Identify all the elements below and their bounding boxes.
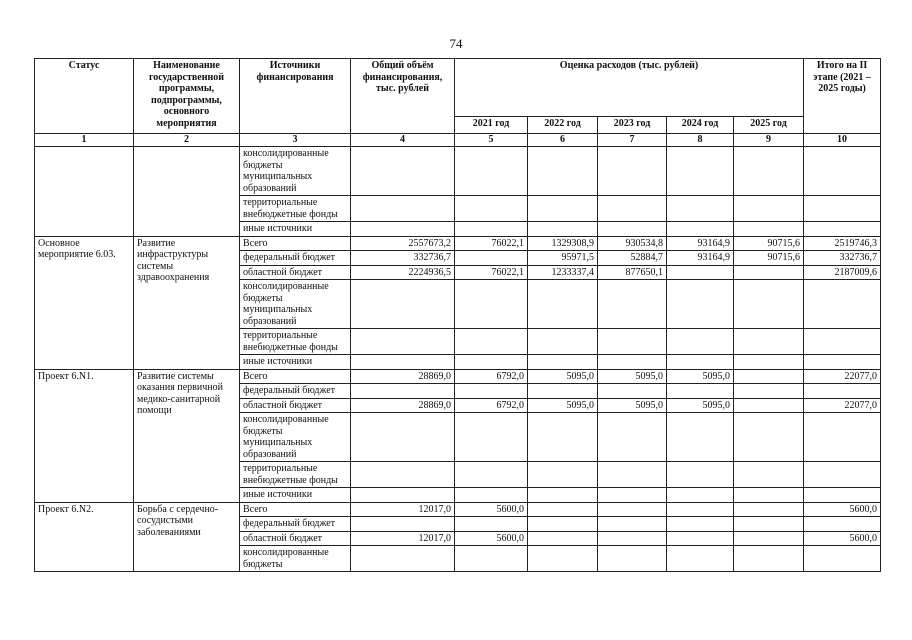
value-cell: [804, 329, 881, 355]
column-number: 3: [240, 134, 351, 147]
value-cell: 90715,6: [734, 251, 804, 266]
source-cell: иные источники: [240, 355, 351, 370]
value-cell: 5600,0: [455, 531, 528, 546]
value-cell: [351, 329, 455, 355]
source-cell: консолидированные бюджеты муниципальных образований: [240, 147, 351, 196]
source-cell: территориальные внебюджетные фонды: [240, 196, 351, 222]
value-cell: 5600,0: [455, 502, 528, 517]
value-cell: 5095,0: [598, 369, 667, 384]
header-year: 2024 год: [667, 117, 734, 134]
value-cell: [734, 329, 804, 355]
table-row: [35, 236, 881, 251]
value-cell: 5600,0: [804, 531, 881, 546]
table-row: [35, 502, 881, 517]
column-number: 2: [134, 134, 240, 147]
value-cell: 5095,0: [528, 398, 598, 413]
value-cell: [667, 355, 734, 370]
value-cell: 90715,6: [734, 236, 804, 251]
value-cell: [734, 488, 804, 503]
value-cell: [351, 147, 455, 196]
source-cell: территориальные внебюджетные фонды: [240, 329, 351, 355]
value-cell: [528, 329, 598, 355]
value-cell: [351, 413, 455, 462]
value-cell: 28869,0: [351, 398, 455, 413]
source-cell: областной бюджет: [240, 531, 351, 546]
source-cell: консолидированные бюджеты: [240, 546, 351, 572]
table-row: [35, 147, 881, 196]
value-cell: [351, 222, 455, 237]
value-cell: [804, 147, 881, 196]
value-cell: 2187009,6: [804, 265, 881, 280]
value-cell: [667, 280, 734, 329]
source-cell: консолидированные бюджеты муниципальных образований: [240, 280, 351, 329]
header-year: 2022 год: [528, 117, 598, 134]
value-cell: [351, 517, 455, 532]
value-cell: 2519746,3: [804, 236, 881, 251]
header-estimate: Оценка расходов (тыс. рублей): [455, 59, 804, 117]
value-cell: [804, 222, 881, 237]
value-cell: [598, 147, 667, 196]
value-cell: 5095,0: [598, 398, 667, 413]
header-year: 2021 год: [455, 117, 528, 134]
name-cell: Развитие инфраструктуры системы здравоохранения: [134, 236, 240, 369]
value-cell: [598, 502, 667, 517]
value-cell: [528, 222, 598, 237]
value-cell: 76022,1: [455, 236, 528, 251]
name-cell: Развитие системы оказания первичной медико-санитарной помощи: [134, 369, 240, 502]
value-cell: [734, 502, 804, 517]
value-cell: [528, 384, 598, 399]
value-cell: [804, 488, 881, 503]
value-cell: [667, 488, 734, 503]
value-cell: 22077,0: [804, 369, 881, 384]
value-cell: [804, 355, 881, 370]
header-total: Общий объём финансирования, тыс. рублей: [351, 59, 455, 134]
value-cell: [351, 355, 455, 370]
value-cell: [598, 384, 667, 399]
value-cell: 2224936,5: [351, 265, 455, 280]
value-cell: [528, 462, 598, 488]
header-year: 2023 год: [598, 117, 667, 134]
value-cell: 5600,0: [804, 502, 881, 517]
source-cell: Всего: [240, 369, 351, 384]
value-cell: 12017,0: [351, 502, 455, 517]
column-number: 4: [351, 134, 455, 147]
header-status: Статус: [35, 59, 134, 134]
value-cell: [804, 280, 881, 329]
value-cell: [528, 413, 598, 462]
value-cell: [667, 413, 734, 462]
value-cell: [455, 196, 528, 222]
status-cell: Проект 6.N2.: [35, 502, 134, 572]
page-number: 74: [449, 36, 463, 51]
value-cell: [455, 329, 528, 355]
source-cell: территориальные внебюджетные фонды: [240, 462, 351, 488]
name-cell: Борьба с сердечно-сосудистыми заболеваниями: [134, 502, 240, 572]
value-cell: [528, 531, 598, 546]
value-cell: [734, 355, 804, 370]
name-cell: [134, 147, 240, 237]
value-cell: [734, 462, 804, 488]
value-cell: [734, 147, 804, 196]
value-cell: [734, 413, 804, 462]
value-cell: [528, 280, 598, 329]
source-cell: областной бюджет: [240, 265, 351, 280]
value-cell: [734, 196, 804, 222]
value-cell: [804, 413, 881, 462]
value-cell: 6792,0: [455, 398, 528, 413]
value-cell: [804, 196, 881, 222]
value-cell: [667, 147, 734, 196]
value-cell: [598, 355, 667, 370]
value-cell: [455, 413, 528, 462]
value-cell: 5095,0: [528, 369, 598, 384]
value-cell: 95971,5: [528, 251, 598, 266]
column-number: 5: [455, 134, 528, 147]
value-cell: 2557673,2: [351, 236, 455, 251]
value-cell: [455, 546, 528, 572]
column-number: 9: [734, 134, 804, 147]
value-cell: [804, 462, 881, 488]
header-sources: Источники финансирования: [240, 59, 351, 134]
value-cell: [528, 355, 598, 370]
value-cell: [351, 462, 455, 488]
value-cell: [598, 531, 667, 546]
value-cell: 332736,7: [351, 251, 455, 266]
value-cell: [455, 517, 528, 532]
value-cell: [455, 488, 528, 503]
source-cell: консолидированные бюджеты муниципальных образований: [240, 413, 351, 462]
value-cell: 93164,9: [667, 251, 734, 266]
value-cell: 1233337,4: [528, 265, 598, 280]
expenditure-table: [34, 58, 881, 572]
value-cell: [734, 265, 804, 280]
value-cell: [734, 531, 804, 546]
value-cell: [734, 546, 804, 572]
source-cell: Всего: [240, 236, 351, 251]
value-cell: [598, 280, 667, 329]
source-cell: Всего: [240, 502, 351, 517]
table-row: [35, 369, 881, 384]
value-cell: [804, 384, 881, 399]
value-cell: [804, 546, 881, 572]
value-cell: [351, 384, 455, 399]
value-cell: 5095,0: [667, 369, 734, 384]
value-cell: [455, 222, 528, 237]
source-cell: федеральный бюджет: [240, 384, 351, 399]
value-cell: [598, 196, 667, 222]
value-cell: 28869,0: [351, 369, 455, 384]
value-cell: [351, 488, 455, 503]
header-year: 2025 год: [734, 117, 804, 134]
value-cell: [734, 280, 804, 329]
value-cell: 1329308,9: [528, 236, 598, 251]
value-cell: [734, 222, 804, 237]
value-cell: [734, 517, 804, 532]
value-cell: [598, 413, 667, 462]
value-cell: [734, 384, 804, 399]
status-cell: Основное мероприятие 6.03.: [35, 236, 134, 369]
value-cell: 930534,8: [598, 236, 667, 251]
value-cell: 6792,0: [455, 369, 528, 384]
header-itogo: Итого на II этапе (2021 – 2025 годы): [804, 59, 881, 134]
value-cell: 22077,0: [804, 398, 881, 413]
value-cell: [667, 462, 734, 488]
value-cell: [667, 502, 734, 517]
value-cell: [455, 355, 528, 370]
value-cell: [455, 280, 528, 329]
value-cell: [528, 517, 598, 532]
value-cell: [528, 502, 598, 517]
value-cell: [734, 398, 804, 413]
table-body: [35, 147, 881, 572]
column-number: 8: [667, 134, 734, 147]
value-cell: [667, 517, 734, 532]
value-cell: [734, 369, 804, 384]
column-number: 6: [528, 134, 598, 147]
value-cell: [667, 222, 734, 237]
value-cell: [351, 196, 455, 222]
value-cell: 5095,0: [667, 398, 734, 413]
value-cell: [667, 384, 734, 399]
value-cell: [667, 265, 734, 280]
value-cell: [598, 329, 667, 355]
value-cell: [455, 251, 528, 266]
value-cell: 332736,7: [804, 251, 881, 266]
value-cell: [351, 546, 455, 572]
value-cell: [598, 222, 667, 237]
value-cell: 93164,9: [667, 236, 734, 251]
status-cell: Проект 6.N1.: [35, 369, 134, 502]
value-cell: [667, 329, 734, 355]
value-cell: [528, 488, 598, 503]
value-cell: [351, 280, 455, 329]
source-cell: иные источники: [240, 488, 351, 503]
status-cell: [35, 147, 134, 237]
column-number: 1: [35, 134, 134, 147]
value-cell: [804, 517, 881, 532]
source-cell: федеральный бюджет: [240, 517, 351, 532]
value-cell: [598, 462, 667, 488]
value-cell: 12017,0: [351, 531, 455, 546]
source-cell: иные источники: [240, 222, 351, 237]
value-cell: [455, 384, 528, 399]
value-cell: [598, 517, 667, 532]
source-cell: федеральный бюджет: [240, 251, 351, 266]
value-cell: [528, 147, 598, 196]
value-cell: [667, 546, 734, 572]
value-cell: [667, 196, 734, 222]
source-cell: областной бюджет: [240, 398, 351, 413]
value-cell: [598, 488, 667, 503]
value-cell: 52884,7: [598, 251, 667, 266]
column-number: 7: [598, 134, 667, 147]
value-cell: 877650,1: [598, 265, 667, 280]
column-number: 10: [804, 134, 881, 147]
value-cell: [455, 147, 528, 196]
value-cell: [528, 196, 598, 222]
header-name: Наименование государственной программы, подпрограммы, основного мероприятия: [134, 59, 240, 134]
value-cell: [598, 546, 667, 572]
value-cell: [667, 531, 734, 546]
value-cell: [455, 462, 528, 488]
value-cell: 76022,1: [455, 265, 528, 280]
value-cell: [528, 546, 598, 572]
